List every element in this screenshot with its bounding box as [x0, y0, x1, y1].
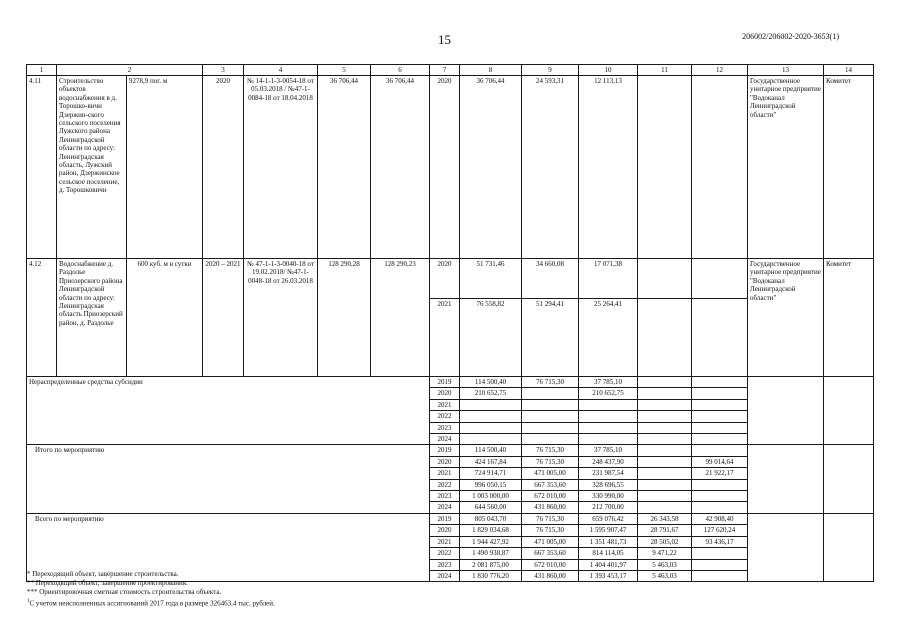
year: 2019	[430, 445, 460, 456]
total-amount: 724 914,71	[460, 468, 522, 479]
federal-amount	[522, 399, 579, 410]
year: 2024	[430, 502, 460, 513]
year: 2019	[430, 513, 460, 524]
col-header: 3	[203, 65, 244, 76]
regional-amount: 328 696,55	[579, 479, 638, 490]
summary-row	[27, 377, 874, 388]
local-amount	[638, 479, 692, 490]
regional-amount	[579, 434, 638, 445]
regional-amount: 17 071,38	[579, 259, 638, 299]
regional-amount: 1 351 481,73	[579, 536, 638, 547]
regional-amount: 814 114,05	[579, 548, 638, 559]
local-amount: 5 463,03	[638, 570, 692, 581]
federal-amount: 76 715,30	[522, 456, 579, 467]
year: 2023	[430, 491, 460, 502]
local-amount	[638, 456, 692, 467]
federal-amount: 76 715,30	[522, 513, 579, 524]
regional-amount: 1 595 907,47	[579, 525, 638, 536]
total-amount: 210 652,75	[460, 388, 522, 399]
other-amount: 99 014,64	[692, 456, 748, 467]
local-amount: 28 791,67	[638, 525, 692, 536]
other-amount	[692, 445, 748, 456]
other-amount	[692, 479, 748, 490]
col-header: 8	[460, 65, 522, 76]
other-amount	[692, 502, 748, 513]
federal-amount: 667 353,60	[522, 479, 579, 490]
capacity: 9278,9 пог. м	[127, 76, 203, 259]
expertise: № 47-1-1-3-0040-18 от 19.02.2018/ №47-1-0048-18 от 26.03.2018	[244, 259, 318, 377]
total-amount: 996 050,15	[460, 479, 522, 490]
footnotes	[27, 570, 275, 608]
other-amount: 127 620,24	[692, 525, 748, 536]
col-header: 9	[522, 65, 579, 76]
summary-label: Нераспределенные средства субсидии	[27, 377, 430, 445]
local-amount	[638, 299, 692, 377]
page-number: 15	[438, 32, 451, 47]
regional-amount: 231 987,54	[579, 468, 638, 479]
local-amount	[638, 468, 692, 479]
column-numbers-row	[27, 65, 874, 76]
total-amount: 1 003 000,00	[460, 491, 522, 502]
total-amount	[460, 434, 522, 445]
other-amount: 21 922,17	[692, 468, 748, 479]
col-header: 7	[430, 65, 460, 76]
year: 2021	[430, 536, 460, 547]
regional-amount: 37 785,10	[579, 445, 638, 456]
federal-amount	[522, 411, 579, 422]
regional-amount: 248 437,90	[579, 456, 638, 467]
federal-amount: 76 715,30	[522, 525, 579, 536]
year: 2024	[430, 434, 460, 445]
customer	[748, 445, 824, 513]
total-amount: 1 829 034,68	[460, 525, 522, 536]
year: 2020	[430, 388, 460, 399]
regional-amount: 1 393 453,17	[579, 570, 638, 581]
regional-amount: 12 113,13	[579, 76, 638, 259]
subsidy-table	[26, 64, 874, 582]
other-amount: 42 908,40	[692, 513, 748, 524]
total-amount: 2 081 875,00	[460, 559, 522, 570]
year: 2020	[430, 456, 460, 467]
estimated-cost: 128 290,28	[318, 259, 371, 377]
year: 2020	[430, 525, 460, 536]
local-amount	[638, 377, 692, 388]
col-header: 14	[824, 65, 874, 76]
other-amount: 93 436,17	[692, 536, 748, 547]
other-amount	[692, 491, 748, 502]
object-name: Водоснабжение д. Раздолье Приозерского района Ленинградской области по адресу: Ленинградская область Приозерский район, д. Раздолье	[57, 259, 127, 377]
local-amount	[638, 422, 692, 433]
total-amount: 36 706,44	[460, 76, 522, 259]
grantor: Комитет	[824, 259, 874, 377]
year: 2022	[430, 479, 460, 490]
col-header: 13	[748, 65, 824, 76]
regional-amount	[579, 411, 638, 422]
footnote: * Переходящий объект, завершение строительства.	[27, 570, 179, 578]
col-header: 5	[318, 65, 371, 76]
col-header: 10	[579, 65, 638, 76]
total-amount	[460, 411, 522, 422]
local-amount: 9 471,22	[638, 548, 692, 559]
customer	[748, 513, 824, 581]
row-number: 4.12	[27, 259, 57, 377]
regional-amount: 37 785,10	[579, 377, 638, 388]
other-amount	[692, 399, 748, 410]
federal-amount: 51 294,41	[522, 299, 579, 377]
total-amount	[460, 422, 522, 433]
other-amount	[692, 76, 748, 259]
expertise: № 14-1-1-3-0054-18 от 05.03.2018 / №47-1-0084-18 от 18.04.2018	[244, 76, 318, 259]
year: 2022	[430, 411, 460, 422]
total-amount: 1 944 427,92	[460, 536, 522, 547]
total-amount: 1 830 776,20	[460, 570, 522, 581]
year: 2023	[430, 422, 460, 433]
total-amount: 805 043,70	[460, 513, 522, 524]
regional-amount: 1 404 401,97	[579, 559, 638, 570]
object-name: Строительство объектов водоснабжения в д. Торошко-вичи Дзержин-ского сельского поселения Лужского района Ленинградской области по адресу: Ленинградская область, Лужский район, Дзержинское сельское поселение, д. Торошковичи	[57, 76, 127, 259]
local-amount: 5 463,03	[638, 559, 692, 570]
balance-cost: 36 706,44	[371, 76, 430, 259]
federal-amount: 672 010,00	[522, 491, 579, 502]
regional-amount: 25 264,41	[579, 299, 638, 377]
customer: Государственное унитарное предприятие "Водоканал Ленинградской области"	[748, 76, 824, 259]
year: 2021	[430, 468, 460, 479]
table-row	[27, 76, 874, 259]
footnote-mark: 1	[27, 599, 30, 604]
regional-amount: 330 990,00	[579, 491, 638, 502]
summary-label: Всего по мероприятию	[27, 513, 430, 581]
federal-amount: 471 005,00	[522, 468, 579, 479]
year: 2021	[430, 399, 460, 410]
regional-amount	[579, 422, 638, 433]
footnote	[27, 597, 275, 608]
year: 2022	[430, 548, 460, 559]
local-amount	[638, 502, 692, 513]
total-amount: 1 490 938,87	[460, 548, 522, 559]
customer	[748, 377, 824, 445]
local-amount	[638, 434, 692, 445]
other-amount	[692, 388, 748, 399]
regional-amount: 210 652,75	[579, 388, 638, 399]
grantor	[824, 377, 874, 445]
federal-amount: 76 715,30	[522, 377, 579, 388]
year: 2020	[430, 259, 460, 299]
other-amount	[692, 422, 748, 433]
federal-amount: 667 353,60	[522, 548, 579, 559]
summary-row	[27, 513, 874, 524]
estimated-cost: 36 706,44	[318, 76, 371, 259]
footnote-text: С учетом неисполненных ассигнований 2017 года в размере 326463,4 тыс. рублей.	[29, 599, 275, 608]
federal-amount: 24 593,31	[522, 76, 579, 259]
other-amount	[692, 299, 748, 377]
period: 2020 – 2021	[203, 259, 244, 377]
period: 2020	[203, 76, 244, 259]
footnote: ** Переходящий объект, завершение проектирования.	[27, 579, 188, 587]
capacity: 600 куб. м в сутки	[127, 259, 203, 377]
year: 2019	[430, 377, 460, 388]
other-amount	[692, 434, 748, 445]
grantor: Комитет	[824, 76, 874, 259]
total-amount: 51 731,46	[460, 259, 522, 299]
federal-amount	[522, 422, 579, 433]
federal-amount	[522, 388, 579, 399]
other-amount	[692, 259, 748, 299]
col-header: 2	[57, 65, 203, 76]
local-amount	[638, 76, 692, 259]
local-amount	[638, 445, 692, 456]
col-header: 11	[638, 65, 692, 76]
summary-section	[27, 377, 874, 582]
regional-amount: 659 076,42	[579, 513, 638, 524]
regional-amount	[579, 399, 638, 410]
col-header: 12	[692, 65, 748, 76]
other-amount	[692, 377, 748, 388]
total-amount: 76 558,82	[460, 299, 522, 377]
total-amount: 424 167,84	[460, 456, 522, 467]
local-amount: 26 343,58	[638, 513, 692, 524]
year: 2023	[430, 559, 460, 570]
local-amount	[638, 399, 692, 410]
other-amount	[692, 548, 748, 559]
summary-label: Итого по мероприятию	[27, 445, 430, 513]
row-number: 4.11	[27, 76, 57, 259]
federal-amount: 34 660,08	[522, 259, 579, 299]
local-amount	[638, 388, 692, 399]
federal-amount: 672 010,00	[522, 559, 579, 570]
federal-amount: 76 715,30	[522, 445, 579, 456]
total-amount	[460, 399, 522, 410]
grantor	[824, 445, 874, 513]
col-header: 1	[27, 65, 57, 76]
year: 2021	[430, 299, 460, 377]
local-amount	[638, 411, 692, 422]
local-amount	[638, 491, 692, 502]
grantor	[824, 513, 874, 581]
federal-amount	[522, 434, 579, 445]
footnote: *** Ориентировочная сметная стоимость строительства объекта.	[27, 588, 222, 596]
other-amount	[692, 559, 748, 570]
local-amount	[638, 259, 692, 299]
total-amount: 644 560,00	[460, 502, 522, 513]
document-code: 206002/206002-2020-3653(1)	[742, 32, 839, 41]
federal-amount: 431 860,00	[522, 570, 579, 581]
local-amount: 28 505,02	[638, 536, 692, 547]
federal-amount: 431 860,00	[522, 502, 579, 513]
other-amount	[692, 411, 748, 422]
total-amount: 114 500,40	[460, 377, 522, 388]
other-amount	[692, 570, 748, 581]
col-header: 6	[371, 65, 430, 76]
total-amount: 114 500,40	[460, 445, 522, 456]
year: 2024	[430, 570, 460, 581]
regional-amount: 212 700,00	[579, 502, 638, 513]
federal-amount: 471 005,00	[522, 536, 579, 547]
year: 2020	[430, 76, 460, 259]
summary-row	[27, 445, 874, 456]
balance-cost: 128 290,23	[371, 259, 430, 377]
table-row	[27, 259, 874, 299]
col-header: 4	[244, 65, 318, 76]
customer: Государственное унитарное предприятие "Водоканал Ленинградской области"	[748, 259, 824, 377]
